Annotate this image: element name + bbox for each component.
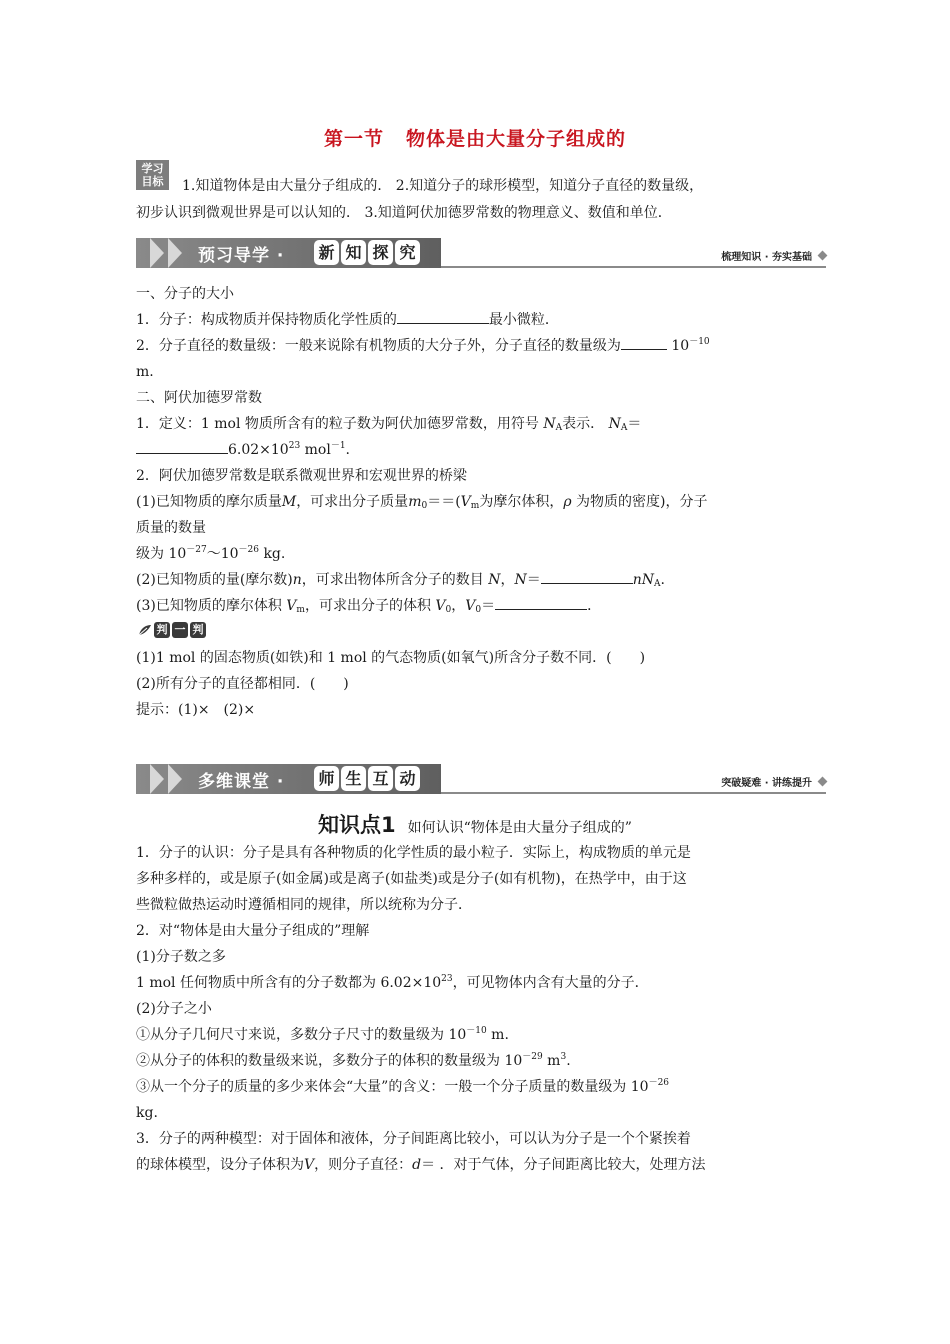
banner-box: 动 bbox=[395, 766, 420, 791]
paragraph: (3)已知物质的摩尔体积 $V_m$，可求出分子的体积 $V_0$，$V_0=$ ． bbox=[136, 593, 816, 619]
paragraph: 些微粒做热运动时遵循相同的规律，所以统称为分子． bbox=[136, 897, 472, 913]
badge-bottom-text: 目标 bbox=[141, 175, 164, 188]
chevron-icon bbox=[150, 764, 164, 794]
paragraph: 1．分子：构成物质并保持物质化学性质的 最小微粒． bbox=[136, 307, 816, 333]
banner-label: 预习导学 · bbox=[198, 246, 285, 266]
paragraph: 2．阿伏加德罗常数是联系微观世界和宏观世界的桥梁 bbox=[136, 468, 467, 484]
diamond-icon bbox=[818, 251, 828, 261]
diamond-icon bbox=[818, 777, 828, 787]
banner-box: 究 bbox=[395, 240, 420, 265]
paragraph: kg. bbox=[136, 1105, 158, 1121]
paragraph: 3．分子的两种模型：对于固体和液体，分子间距离比较小，可以认为分子是一个个紧挨着 bbox=[136, 1131, 691, 1147]
paragraph: 2．对“物体是由大量分子组成的”理解 bbox=[136, 923, 370, 939]
paragraph: ②从分子的体积的数量级来说，多数分子的体积的数量级为 $10^{-29}$ $m^3$. bbox=[136, 1052, 571, 1069]
section-heading: 一、分子的大小 bbox=[136, 286, 234, 302]
paragraph: 1 mol 任何物质中所含有的分子数都为 $6.02\times 10^{23}$，可见物体内含有大量的分子． bbox=[136, 974, 649, 991]
paragraph: m. bbox=[136, 364, 154, 380]
judge-box: 判 bbox=[190, 622, 206, 638]
banner-boxes bbox=[314, 766, 420, 791]
banner-right-text: 突破疑难 · 讲练提升 bbox=[721, 778, 812, 789]
banner-box: 知 bbox=[341, 240, 366, 265]
banner-box: 新 bbox=[314, 240, 339, 265]
banner-box: 生 bbox=[341, 766, 366, 791]
paragraph: 质量的数量 bbox=[136, 520, 206, 536]
chevron-icon bbox=[168, 764, 182, 794]
banner-label: 多维课堂 · bbox=[198, 772, 285, 792]
banner-box: 探 bbox=[368, 240, 393, 265]
paragraph: (1)分子数之多 bbox=[136, 949, 226, 965]
paragraph: (2)已知物质的量(摩尔数)n，可求出物体所含分子的数目 N，$N= nN_A$. bbox=[136, 567, 816, 593]
goal-line-1: 1.知道物体是由大量分子组成的． 2.知道分子的球形模型，知道分子直径的数量级， bbox=[182, 178, 704, 194]
learning-goals bbox=[136, 173, 816, 227]
paragraph: 的球体模型，设分子体积为V，则分子直径：d＝ ．对于气体，分子间距离比较大，处理方法 bbox=[136, 1157, 706, 1173]
knowledge-point-title: 如何认识“物体是由大量分子组成的” bbox=[407, 820, 632, 836]
banner-right-text: 梳理知识 · 夯实基础 bbox=[721, 252, 812, 263]
paragraph: ③从一个分子的质量的多少来体会“大量”的含义：一般一个分子质量的数量级为 $10^{-26}$ bbox=[136, 1078, 670, 1095]
banner-box: 师 bbox=[314, 766, 339, 791]
section-banner-classroom bbox=[136, 762, 826, 796]
section-heading: 二、阿伏加德罗常数 bbox=[136, 390, 262, 406]
hint-text: 提示：(1)× (2)× bbox=[136, 702, 256, 718]
page-title bbox=[0, 124, 950, 151]
paragraph: 1．定义：1 mol 物质所含有的粒子数为阿伏加德罗常数，用符号 $N_A$表示． $N_A=$ bbox=[136, 416, 642, 433]
title-text: 物体是由大量分子组成的 bbox=[406, 128, 627, 150]
paragraph: 1．分子的认识：分子是具有各种物质的化学性质的最小粒子．实际上，构成物质的单元是 bbox=[136, 845, 691, 861]
knowledge-content bbox=[136, 840, 816, 1178]
judge-item: (1)1 mol 的固态物质(如铁)和 1 mol 的气态物质(如氧气)所含分子数不同．( ) bbox=[136, 650, 646, 666]
goal-line-2: 初步认识到微观世界是可以认知的． 3.知道阿伏加德罗常数的物理意义、数值和单位． bbox=[136, 205, 672, 221]
preview-content bbox=[136, 281, 816, 723]
chevron-icon bbox=[150, 238, 164, 268]
banner-boxes bbox=[314, 240, 420, 265]
judge-item: (2)所有分子的直径都相同．( ) bbox=[136, 676, 349, 692]
paragraph: 2．分子直径的数量级：一般来说除有机物质的大分子外，分子直径的数量级为 $10^{-10}$ bbox=[136, 337, 710, 354]
chevron-icon bbox=[168, 238, 182, 268]
paragraph: (1)已知物质的摩尔质量M，可求出分子质量$m_0==(V_m$为摩尔体积，ρ 为物质的密度)，分子 bbox=[136, 494, 708, 511]
judge-box: 一 bbox=[172, 622, 188, 638]
paragraph: (2)分子之小 bbox=[136, 1001, 212, 1017]
section-banner-preview bbox=[136, 236, 826, 270]
paragraph: $6.02\times 10^{23}$ mol$^{-1}$. bbox=[136, 437, 816, 463]
title-section-number: 第一节 bbox=[323, 128, 384, 150]
banner-underline bbox=[441, 266, 826, 268]
banner-box: 互 bbox=[368, 766, 393, 791]
leaf-icon bbox=[138, 624, 152, 636]
paragraph: ①从分子几何尺寸来说，多数分子尺寸的数量级为 $10^{-10}$ m. bbox=[136, 1026, 509, 1043]
knowledge-point-label: 知识点1 bbox=[318, 813, 396, 837]
badge-top-text: 学习 bbox=[141, 162, 164, 175]
paragraph: 级为 $10^{-27}\sim 10^{-26}$ kg. bbox=[136, 545, 286, 562]
judge-box: 判 bbox=[154, 622, 170, 638]
paragraph: 多种多样的，或是原子(如金属)或是离子(如盐类)或是分子(如有机物)，在热学中，由于这 bbox=[136, 871, 687, 887]
knowledge-point-heading bbox=[0, 809, 950, 839]
banner-underline bbox=[441, 792, 826, 794]
judge-header bbox=[136, 619, 816, 645]
judge-badge bbox=[138, 622, 206, 638]
